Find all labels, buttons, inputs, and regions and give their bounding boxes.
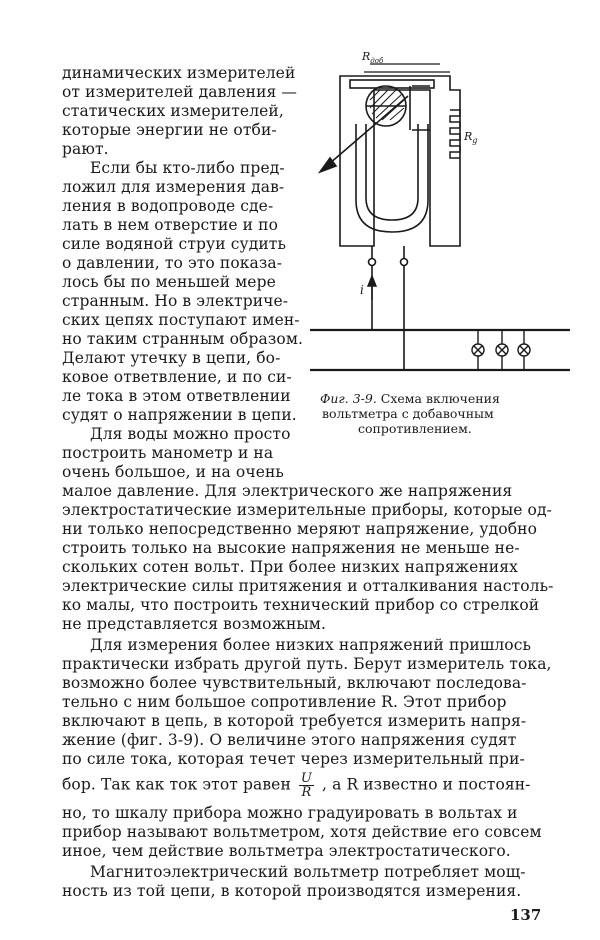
voltmeter-circuit-diagram	[300, 50, 580, 395]
text-line: ни только непосредственно меряют напряжение, удобно	[62, 520, 538, 538]
fraction-denominator: R	[301, 785, 312, 800]
text-line: Если бы кто-либо пред-	[90, 159, 285, 177]
text-line: ность из той цепи, в которой производятся измерения.	[62, 882, 522, 900]
current-arrow	[368, 276, 376, 300]
text-line: Для воды можно просто	[90, 425, 291, 443]
text-line: скольких сотен вольт. При более низких напряжениях	[62, 558, 518, 576]
resistor-ext	[364, 64, 450, 72]
text-line: но таким странным образом.	[62, 330, 304, 348]
pointer-arrow	[320, 96, 408, 172]
text-line: динамических измерителей	[62, 64, 296, 82]
text-line: электростатические измерительные приборы, которые од-	[62, 501, 552, 519]
text-line: о давлении, то это показа-	[62, 254, 283, 272]
formula-text-after: , а R известно и постоян-	[322, 775, 531, 794]
fraction-u-over-r	[299, 772, 314, 799]
formula-line	[62, 772, 531, 799]
text-line: лось бы по меньшей мере	[62, 273, 276, 291]
figure-caption-line2: вольтметра с добавочным	[322, 406, 494, 421]
text-line: которые энергии не отби-	[62, 121, 277, 139]
text-line: силе водяной струи судить	[62, 235, 287, 253]
text-line: возможно более чувствительный, включают последова-	[62, 674, 527, 692]
text-line: построить манометр и на	[62, 444, 274, 462]
text-line: иное, чем действие вольтметра электростатического.	[62, 842, 511, 860]
text-line: жение (фиг. 3-9). О величине этого напряжения судят	[62, 731, 517, 749]
figure-caption-line1	[320, 391, 500, 406]
bus-lines	[310, 330, 570, 370]
text-line: лать в нем отверстие и по	[62, 216, 279, 234]
text-line: практически избрать другой путь. Берут измеритель тока,	[62, 655, 552, 673]
text-line: очень большое, и на очень	[62, 463, 284, 481]
text-line: ковое ответвление, и по си-	[62, 368, 292, 386]
text-line: Для измерения более низких напряжений пришлось	[90, 636, 532, 654]
text-line: строить только на высокие напряжения не меньше не-	[62, 539, 520, 557]
text-line: статических измерителей,	[62, 102, 284, 120]
text-line: ления в водопроводе сде-	[62, 197, 274, 215]
text-line: прибор называют вольтметром, хотя действие его совсем	[62, 823, 542, 841]
lamps	[472, 330, 530, 370]
text-line: малое давление. Для электрического же напряжения	[62, 482, 513, 500]
caption-text: Схема включения	[380, 391, 500, 406]
label-current: i	[360, 283, 364, 297]
page-number: 137	[510, 906, 542, 924]
figure-label: Фиг. 3-9.	[320, 391, 377, 406]
text-line: ле тока в этом ответвлении	[62, 387, 291, 405]
text-line: странным. Но в электриче-	[62, 292, 289, 310]
text-line: судят о напряжении в цепи.	[62, 406, 297, 424]
text-line: электрические силы притяжения и отталкивания настоль-	[62, 577, 554, 595]
fraction-numerator: U	[300, 771, 312, 786]
text-line: по силе тока, которая течет через измерительный при-	[62, 750, 525, 768]
text-line: ложил для измерения дав-	[62, 178, 285, 196]
text-line: Делают утечку в цепи, бо-	[62, 349, 281, 367]
text-line: ко малы, что построить технический прибор со стрелкой	[62, 596, 540, 614]
figure-caption-line3: сопротивлением.	[358, 421, 472, 436]
resistor-rg	[450, 110, 460, 158]
formula-text-before: бор. Так как ток этот равен	[62, 775, 291, 794]
text-line: рают.	[62, 140, 109, 158]
magnet-outline	[340, 76, 460, 246]
text-line: включают в цепь, в которой требуется измерить напря-	[62, 712, 527, 730]
text-line: ских цепях поступают имен-	[62, 311, 300, 329]
text-line: но, то шкалу прибора можно градуировать в вольтах и	[62, 804, 518, 822]
text-line: от измерителей давления —	[62, 83, 298, 101]
label-r-g: $R_g$	[464, 130, 478, 145]
text-line: тельно с ним большое сопротивление R. Этот прибор	[62, 693, 507, 711]
label-r-ext: $R_{доб}$	[362, 50, 384, 65]
text-line: Магнитоэлектрический вольтметр потребляет мощ-	[90, 863, 526, 881]
text-line: не представляется возможным.	[62, 615, 326, 633]
